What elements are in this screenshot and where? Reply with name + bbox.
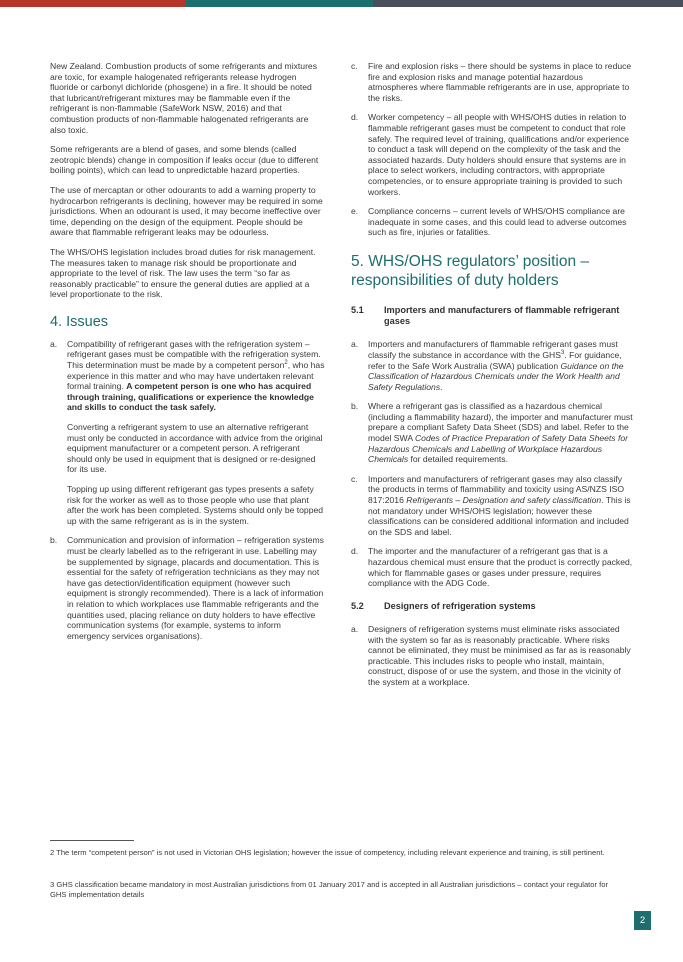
top-bar-gray	[373, 0, 683, 7]
competent-person-definition: A competent person is one who has acquired through training, qualifications or experience the knowledge and skills to conduct the task safely.	[67, 381, 314, 413]
subsection-heading-5-1: 5.1 Importers and manufacturers of flammable refrigerant gases	[351, 304, 620, 327]
left-column	[50, 61, 325, 650]
s51-item-d	[351, 546, 634, 588]
s51-item-c	[351, 474, 634, 538]
section-heading-issues: 4. Issues	[50, 313, 109, 330]
top-bar-red	[0, 0, 186, 7]
subsection-heading-5-2: 5.2 Designers of refrigeration systems	[351, 600, 536, 611]
item-b-paragraph: Communication and provision of information – refrigeration systems must be clearly labelled as to the refrigerant in use. Labelling may be supplemented by signage, placards and documentation. This is essential for the safety of refrigeration technicians as they may not have gas detection/identification equipment (however such equipment is strongly recommended). There is a lack of information in relation to which workplaces use flammable refrigerants and the quantities used, placing reliance on duty holders to have effective communication systems (for example, systems to inform emergency services organisations).	[67, 535, 324, 641]
list-letter: e.	[351, 206, 359, 217]
list-letter: a.	[351, 623, 359, 634]
page-number-badge: 2	[634, 911, 651, 930]
paragraph-combustion: New Zealand. Combustion products of some refrigerants and mixtures are toxic, for example halogenated refrigerants release hydrogen fluoride or carbonyl dichloride (phosgene) in a fire. It should be noted that lubricant/refrigerant mixtures may be flammable even if the refrigerant is non-flammable (SafeWork NSW, 2016) and that combustion products of non-flammable halogenated refrigerants are also toxic.	[50, 61, 318, 135]
s51-item-a-paragraph: Importers and manufacturers of flammable refrigerant gases must classify the substance in accordance with the GHS$^3$. For guidance, refer to the Safe Work Australia (SWA) publication Guidance on the Classification of Hazardous Chemicals under the Work Health and Safety Regulations.	[368, 339, 624, 392]
item-a-paragraph-1: Compatibility of refrigerant gases with the refrigeration system – refrigerant gases must be compatible with the refrigeration system. This determination must be made by a competent person$^2$, who has experience in this matter and who may have undertaken relevant formal training. A competent person is one who has acquired through training, qualifications or experience the knowledge and skills to conduct the task safely.	[67, 338, 325, 413]
s51-item-b-paragraph: Where a refrigerant gas is classified as a hazardous chemical (including a flammability hazard), the importer and manufacturer must prepare a compliant Safety Data Sheet (SDS) and label. Refer to the model SWA Codes of Practice Preparation of Safety Data Sheets for Hazardous Chemicals and Labelling of Workplace Hazardous Chemicals for detailed requirements.	[368, 401, 633, 465]
s51-item-c-paragraph: Importers and manufacturers of refrigerant gases may also classify the products in terms of flammability and toxicity using AS/NZS ISO 817:2016 Refrigerants – Designation and safety classification. This is not mandatory under WHS/OHS legislation; however these classifications can be considered additional information and included on the SDS and label.	[368, 473, 631, 537]
s51-item-b	[351, 401, 634, 465]
list-item-b	[50, 535, 325, 641]
right-column	[351, 61, 634, 697]
list-letter: d.	[351, 112, 359, 123]
footnote-ref-2[interactable]: 2	[284, 360, 288, 367]
paragraph-blends: Some refrigerants are a blend of gases, and some blends (called zeotropic blends) change in composition if leaks occur (due to different boiling points), which can lead to unpredictable hazard properties.	[50, 144, 319, 176]
item-c-paragraph: Fire and explosion risks – there should be systems in place to reduce fire and explosion risks and manage potential hazardous atmospheres where flammable refrigerants are in use, appropriate to the risks.	[368, 61, 632, 103]
s51-item-d-paragraph: The importer and the manufacturer of a refrigerant gas that is a hazardous chemical must ensure that the product is correctly packed, which for flammable gases or gases under pressure, requires compliance with the ADG Code.	[368, 546, 633, 589]
s52-item-a-paragraph: Designers of refrigeration systems must eliminate risks associated with the system so far as is reasonably practicable. Where risks cannot be eliminated, they must be minimised as far as is reasonably practicable. This includes risks to people who install, maintain, construct, dispose of or use the system, and those in the vicinity of the system at a workplace.	[368, 623, 631, 687]
top-bar-teal	[186, 0, 373, 7]
publication-title: Guidance on the Classification of Hazardous Chemicals under the Work Health and Safety Regulations	[368, 360, 624, 392]
list-letter: b.	[351, 401, 359, 412]
list-letter: a.	[50, 338, 58, 349]
list-letter: c.	[351, 473, 358, 484]
list-letter: a.	[351, 339, 359, 350]
paragraph-legislation: The WHS/OHS legislation includes broad duties for risk management. The measures taken to manage risk should be proportionate and appropriate to the level of risk. The law uses the term “so far as reasonably practicable” to ensure the general duties are applied at a level proportionate to the risk.	[50, 246, 316, 300]
list-letter: d.	[351, 546, 359, 557]
footnote-2: 2 The term “competent person” is not used in Victorian OHS legislation; however the issue of competency, including relevant experience and training, is still pertinent.	[50, 848, 605, 857]
standard-title: Refrigerants – Designation and safety classification	[406, 495, 602, 506]
footnote-divider	[50, 840, 134, 841]
list-letter: b.	[50, 535, 58, 546]
list-letter: c.	[351, 61, 358, 71]
top-color-bar	[0, 0, 683, 7]
footnote-ref-3[interactable]: 3	[560, 350, 565, 357]
paragraph-odourants: The use of mercaptan or other odourants to add a warning property to hydrocarbon refrigerants is declining, however may be required in some jurisdictions. When an odourant is used, it may become ineffective over time, depending on the design of the equipment. People should be aware that flammable refrigerant leaks may be odourless.	[50, 184, 323, 238]
item-a-paragraph-3: Topping up using different refrigerant gas types presents a safety risk for the worker as well as to those people who use that plant after the work has been completed. Systems should only be topped up with the same refrigerant as is in the system.	[67, 484, 324, 526]
footnote-3: 3 GHS classification became mandatory in most Australian jurisdictions from 01 January 2017 and is accepted in all Australian jurisdictions – contact your regulator for GHS implementation details	[50, 880, 608, 899]
list-item-a	[50, 339, 325, 527]
list-item-d	[351, 112, 634, 197]
s51-item-a	[351, 339, 634, 392]
item-a-paragraph-2: Converting a refrigerant system to use an alternative refrigerant must only be conducted in accordance with advice from the original equipment manufacturer or a competent person. A refrigerant should only be used in equipment that is designed or re-designed for its use.	[67, 422, 323, 475]
item-d-paragraph: Worker competency – all people with WHS/OHS duties in relation to flammable refrigerant gases must be competent to conduct that role safely. The required level of training, qualifications and/or experience to conduct a task will depend on the complexity of the task and the associated hazards. Duty holders should ensure that systems are in place to select workers, including contractors, with appropriate competencies, or to ensure appropriate training is provided to such workers.	[368, 112, 629, 197]
section-heading-regulators-position: 5. WHS/OHS regulators’ position – responsibilities of duty holders	[351, 252, 590, 290]
item-e-paragraph: Compliance concerns – current levels of WHS/OHS compliance are inadequate in some cases, and this could lead to adverse outcomes such as fire, injuries or fatalities.	[368, 206, 627, 238]
list-item-e	[351, 206, 634, 238]
list-item-c	[351, 61, 634, 103]
codes-of-practice-title: Codes of Practice Preparation of Safety Data Sheets for Hazardous Chemicals and Labelling of Workplace Hazardous Chemicals	[368, 433, 629, 465]
s52-item-a	[351, 624, 634, 688]
